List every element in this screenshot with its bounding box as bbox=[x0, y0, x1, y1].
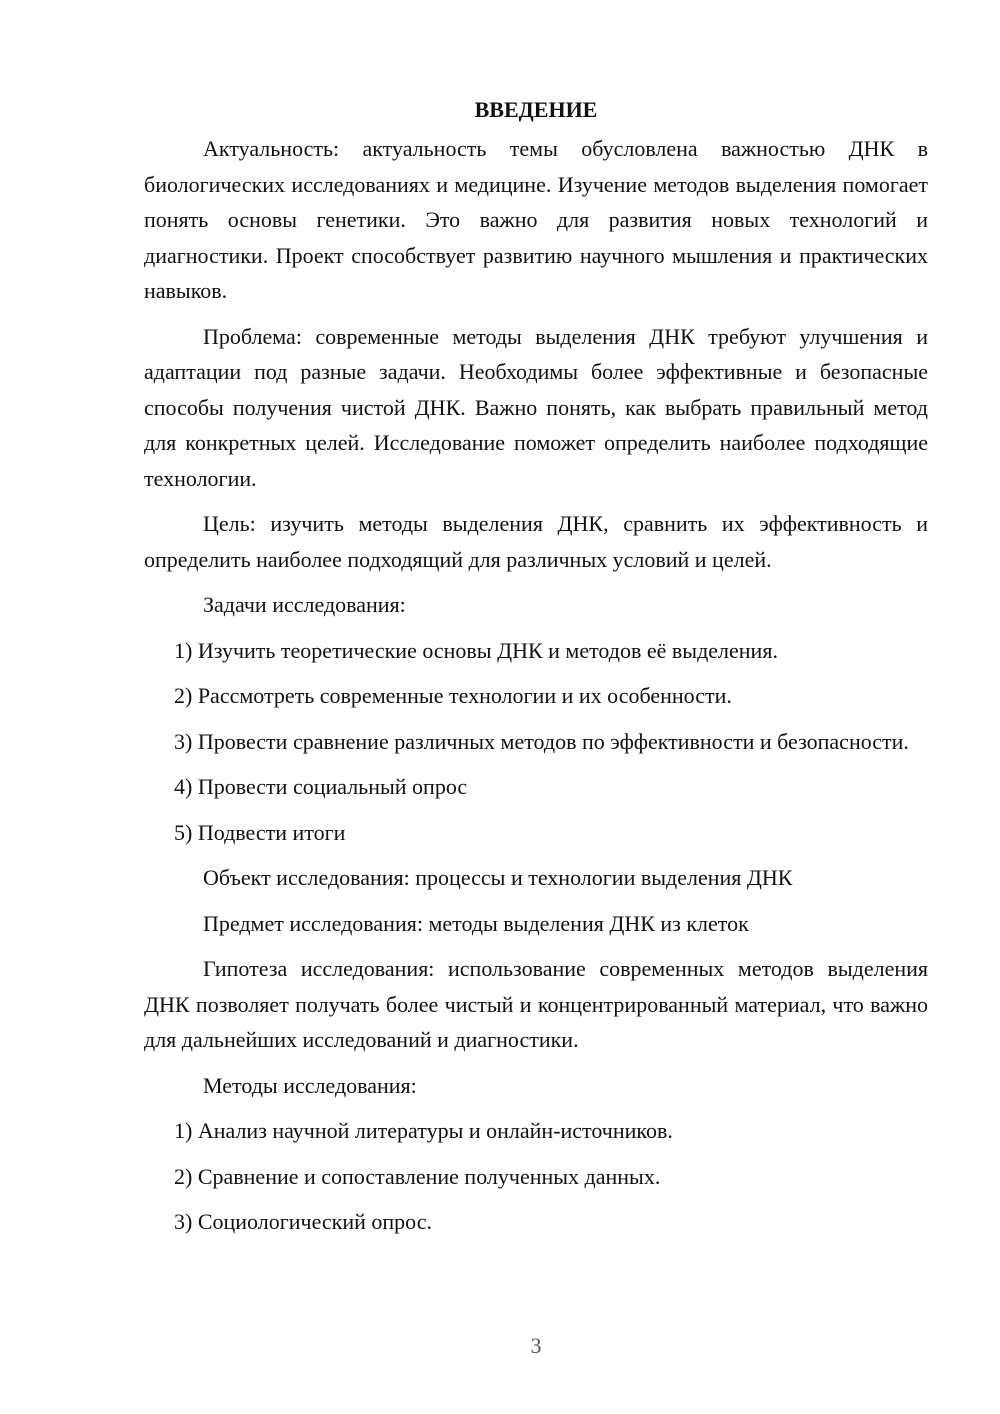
subject-paragraph: Предмет исследования: методы выделения ДНК из клеток bbox=[203, 910, 749, 936]
document-page bbox=[144, 92, 928, 1250]
task-item-3: 3) Провести сравнение различных методов по эффективности и безопасности. bbox=[174, 728, 909, 754]
relevance-paragraph: Актуальность: актуальность темы обусловлена важностью ДНК в биологических исследованиях и медицине. Изучение методов выделения помогает понять основы генетики. Это важно для развития новых технологий и диагностики. Проект способствует развитию научного мышления и практических навыков. bbox=[144, 136, 928, 303]
section-title: ВВЕДЕНИЕ bbox=[474, 97, 598, 122]
task-item-1: 1) Изучить теоретические основы ДНК и методов её выделения. bbox=[174, 637, 778, 663]
hypothesis-paragraph: Гипотеза исследования: использование современных методов выделения ДНК позволяет получать более чистый и концентрированный материал, что важно для дальнейших исследований и диагностики. bbox=[144, 956, 928, 1052]
method-item-3: 3) Социологический опрос. bbox=[174, 1209, 432, 1234]
task-item-5: 5) Подвести итоги bbox=[174, 819, 346, 845]
method-item-1: 1) Анализ научной литературы и онлайн-источников. bbox=[174, 1118, 673, 1143]
tasks-heading: Задачи исследования: bbox=[203, 592, 406, 617]
methods-heading: Методы исследования: bbox=[203, 1072, 417, 1098]
problem-paragraph: Проблема: современные методы выделения ДНК требуют улучшения и адаптации под разные задачи. Необходимы более эффективные и безопасные способы получения чистой ДНК. Важно понять, как выбрать правильный метод для конкретных целей. Исследование поможет определить наиболее подходящие технологии. bbox=[144, 323, 928, 491]
method-item-2: 2) Сравнение и сопоставление полученных данных. bbox=[174, 1163, 661, 1189]
page-number: 3 bbox=[530, 1333, 542, 1358]
goal-paragraph: Цель: изучить методы выделения ДНК, сравнить их эффективность и определить наиболее подходящий для различных условий и целей. bbox=[144, 511, 928, 572]
task-item-4: 4) Провести социальный опрос bbox=[174, 774, 468, 799]
object-paragraph: Объект исследования: процессы и технологии выделения ДНК bbox=[203, 865, 793, 890]
task-item-2: 2) Рассмотреть современные технологии и их особенности. bbox=[174, 683, 732, 708]
